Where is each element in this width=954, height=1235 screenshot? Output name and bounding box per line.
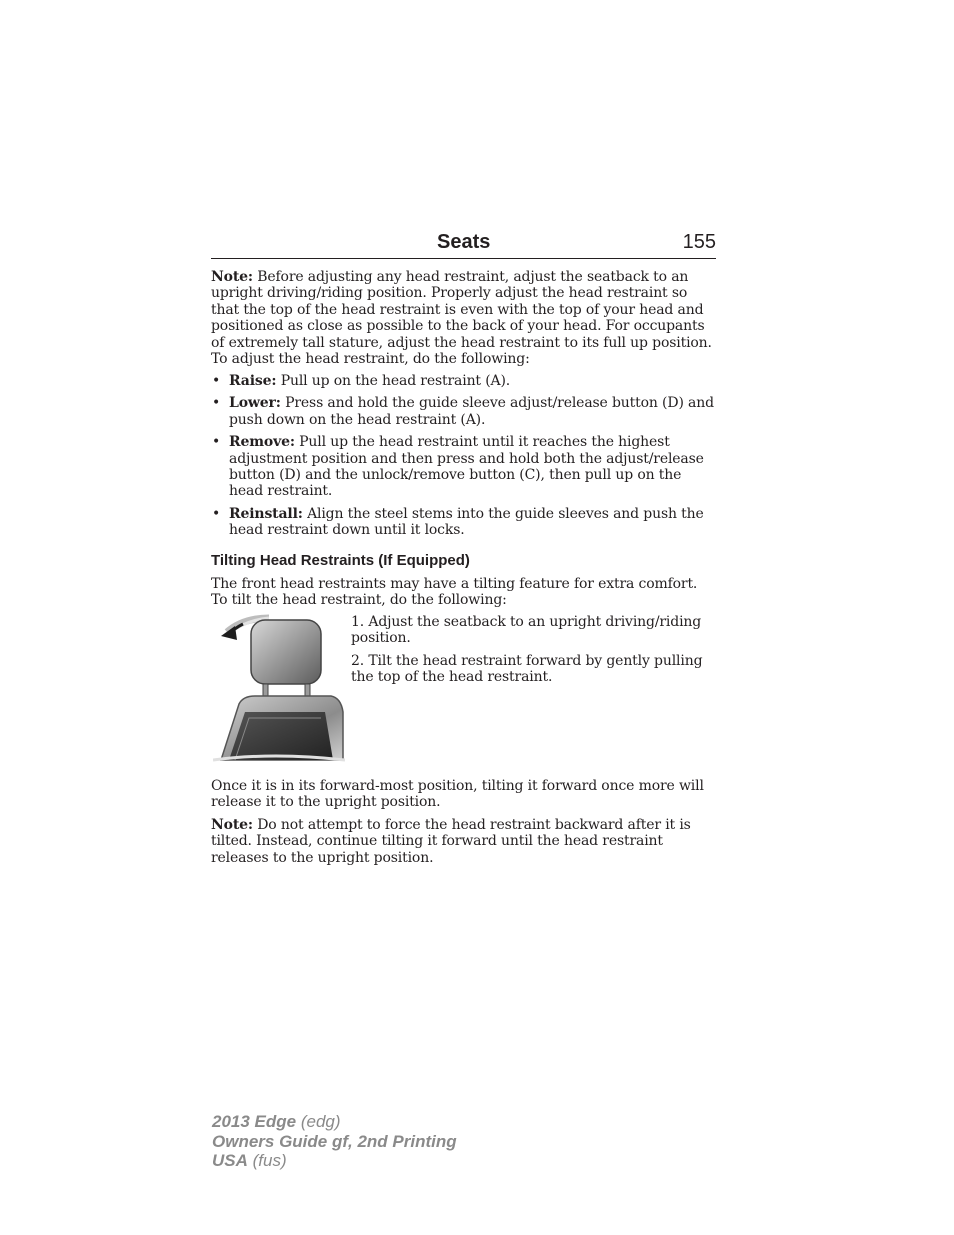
note-paragraph-2	[211, 817, 717, 866]
footer-market-code: (fus)	[247, 1151, 287, 1170]
intro-paragraph	[211, 576, 717, 609]
forward-paragraph	[211, 778, 717, 811]
bullet-icon: •	[212, 505, 221, 522]
note-text: Before adjusting any head restraint, adjust the seatback to an upright driving/riding position. Properly adjust the head restraint so that the top of the head restraint is even with the top of your head and positioned as close as possible to the back of your head. For occupants of extremely tall stature, adjust the head restraint to its full up position. To adjust the head restraint, do the following:	[211, 269, 712, 368]
note-text: Do not attempt to force the head restraint backward after it is tilted. Instead, continue tilting it forward until the head restraint releases to the upright position.	[211, 817, 691, 866]
intro-text: The front head restraints may have a tilting feature for extra comfort. To tilt the head restraint, do the following:	[211, 576, 698, 609]
bullet-icon: •	[212, 395, 221, 412]
footer-model: 2013 Edge	[212, 1112, 297, 1131]
footer-market: USA	[212, 1151, 248, 1170]
page-number: 155	[682, 231, 716, 253]
footer-guide: Owners Guide gf, 2nd Printing	[212, 1131, 457, 1151]
adjustment-bullet-list	[211, 373, 717, 545]
forward-text: Once it is in its forward-most position, tilting it forward once more will release it to the upright position.	[211, 778, 704, 811]
list-item	[211, 373, 717, 389]
bullet-icon: •	[212, 373, 221, 389]
tilt-steps	[351, 614, 717, 692]
page-footer	[212, 1112, 457, 1171]
note-paragraph-1	[211, 269, 717, 367]
footer-model-code: (edg)	[296, 1112, 341, 1131]
bullet-label: Lower:	[229, 395, 281, 412]
bullet-icon: •	[212, 434, 221, 451]
bullet-label: Raise:	[229, 373, 277, 389]
head-restraint-tilt-illustration	[213, 612, 345, 762]
page-header	[211, 229, 716, 259]
bullet-text: Press and hold the guide sleeve adjust/release button (D) and push down on the head restraint (A).	[229, 395, 714, 428]
section-title: Seats	[437, 231, 491, 253]
bullet-label: Reinstall:	[229, 505, 303, 522]
bullet-text: Pull up the head restraint until it reaches the highest adjustment position and then press and hold both the adjust/release button (D) and the unlock/remove button (C), then pull up on the head restraint.	[229, 434, 704, 500]
list-item	[211, 395, 717, 428]
subheading: Tilting Head Restraints (If Equipped)	[211, 552, 470, 569]
bullet-text: Pull up on the head restraint (A).	[276, 373, 511, 389]
note-label: Note:	[211, 817, 253, 833]
step-2: 2. Tilt the head restraint forward by gently pulling the top of the head restraint.	[351, 652, 703, 686]
step-1: 1. Adjust the seatback to an upright driving/riding position.	[351, 614, 702, 647]
bullet-text: Align the steel stems into the guide sleeves and push the head restraint down until it locks.	[229, 505, 704, 539]
note-label: Note:	[211, 269, 253, 285]
bullet-label: Remove:	[229, 434, 295, 451]
list-item	[211, 434, 717, 500]
list-item	[211, 506, 717, 539]
